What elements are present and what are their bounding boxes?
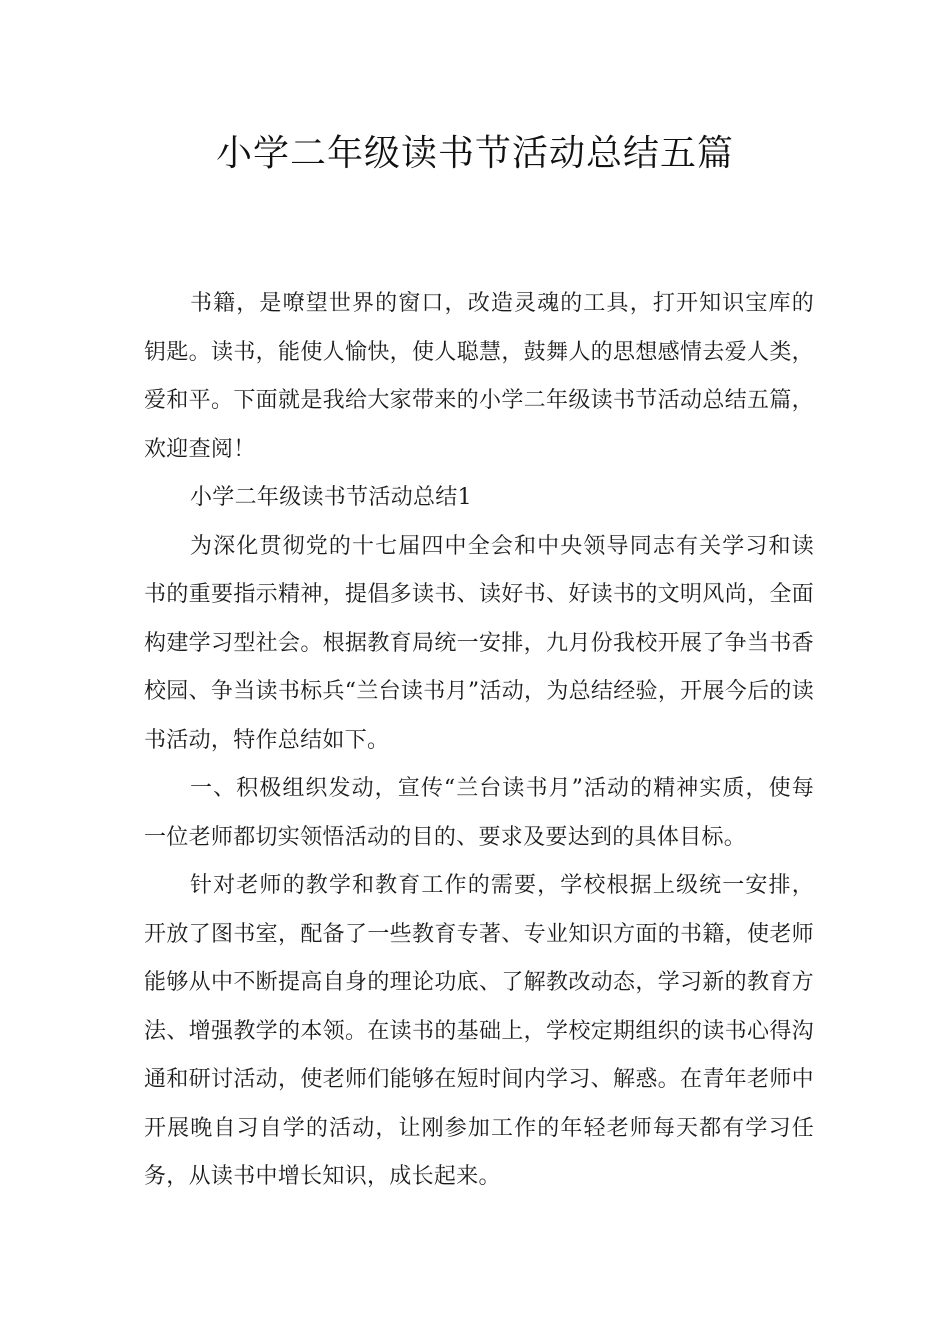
intro-paragraph: 书籍，是嘹望世界的窗口，改造灵魂的工具，打开知识宝库的钥匙。读书，能使人愉快，使人聪慧，鼓舞人的思想感情去爱人类，爱和平。下面就是我给大家带来的小学二年级读书节活动总结五篇，欢迎查阅！ <box>144 291 814 462</box>
body-paragraph: 针对老师的教学和教育工作的需要，学校根据上级统一安排，开放了图书室，配备了一些教育专著、专业知识方面的书籍，使老师能够从中不断提高自身的理论功底、了解教改动态，学习新的教育方法、增强教学的本领。在读书的基础上，学校定期组织的读书心得沟通和研讨活动，使老师们能够在短时间内学习、解惑。在青年老师中开展晚自习自学的活动，让刚参加工作的年轻老师每天都有学习任务，从读书中增长知识，成长起来。 <box>144 873 814 1189</box>
section-heading: 小学二年级读书节活动总结1 <box>190 485 472 510</box>
document-body <box>144 280 814 1202</box>
document-title: 小学二年级读书节活动总结五篇 <box>215 133 734 174</box>
body-paragraph: 一、积极组织发动，宣传“兰台读书月”活动的精神实质，使每一位老师都切实领悟活动的目的、要求及要达到的具体目标。 <box>144 776 814 850</box>
body-paragraph: 为深化贯彻党的十七届四中全会和中央领导同志有关学习和读书的重要指示精神，提倡多读书、读好书、好读书的文明风尚，全面构建学习型社会。根据教育局统一安排，九月份我校开展了争当书香校园、争当读书标兵“兰台读书月”活动，为总结经验，开展今后的读书活动，特作总结如下。 <box>144 533 814 753</box>
